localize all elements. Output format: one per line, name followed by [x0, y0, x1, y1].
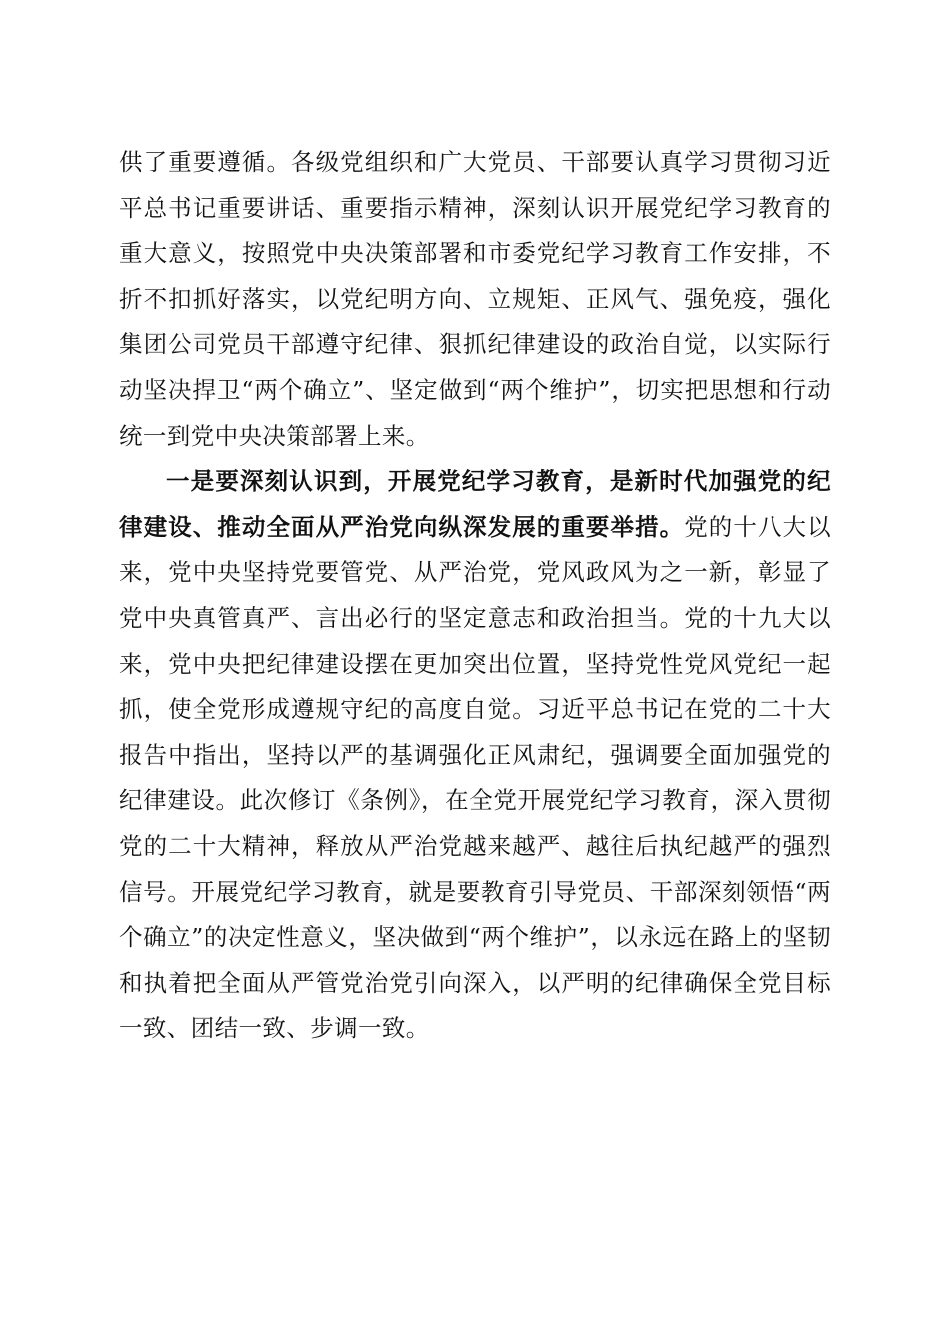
paragraph-text: 供了重要遵循。各级党组织和广大党员、干部要认真学习贯彻习近平总书记重要讲话、重要指示精神，深刻认识开展党纪学习教育的重大意义，按照党中央决策部署和市委党纪学习教育工作安排，不折不扣抓好落实，以党纪明方向、立规矩、正风气、强免疫，强化集团公司党员干部遵守纪律、狠抓纪律建设的政治自觉，以实际行动坚决捍卫“两个确立”、坚定做到“两个维护”，切实把思想和行动统一到党中央决策部署上来。 — [119, 148, 831, 450]
paragraph-text: 党的十八大以来，党中央坚持党要管党、从严治党，党风政风为之一新，彰显了党中央真管真严、言出必行的坚定意志和政治担当。党的十九大以来，党中央把纪律建设摆在更加突出位置，坚持党性党风党纪一起抓，使全党形成遵规守纪的高度自觉。习近平总书记在党的二十大报告中指出，坚持以严的基调强化正风肃纪，强调要全面加强党的纪律建设。此次修订《条例》，在全党开展党纪学习教育，深入贯彻党的二十大精神，释放从严治党越来越严、越往后执纪越严的强烈信号。开展党纪学习教育，就是要教育引导党员、干部深刻领悟“两个确立”的决定性意义，坚决做到“两个维护”，以永远在路上的坚韧和执着把全面从严管党治党引向深入，以严明的纪律确保全党目标一致、团结一致、步调一致。 — [119, 512, 831, 1043]
paragraph-lead-sentence: 一是要深刻认识到，开展党纪学习教育，是新时代加强党的纪律建设、推动全面从严治党向纵深发展的重要举措。 — [119, 467, 831, 541]
paragraph-continuation — [119, 140, 831, 459]
paragraph-first-point — [119, 459, 831, 1052]
document-body — [119, 140, 831, 1052]
